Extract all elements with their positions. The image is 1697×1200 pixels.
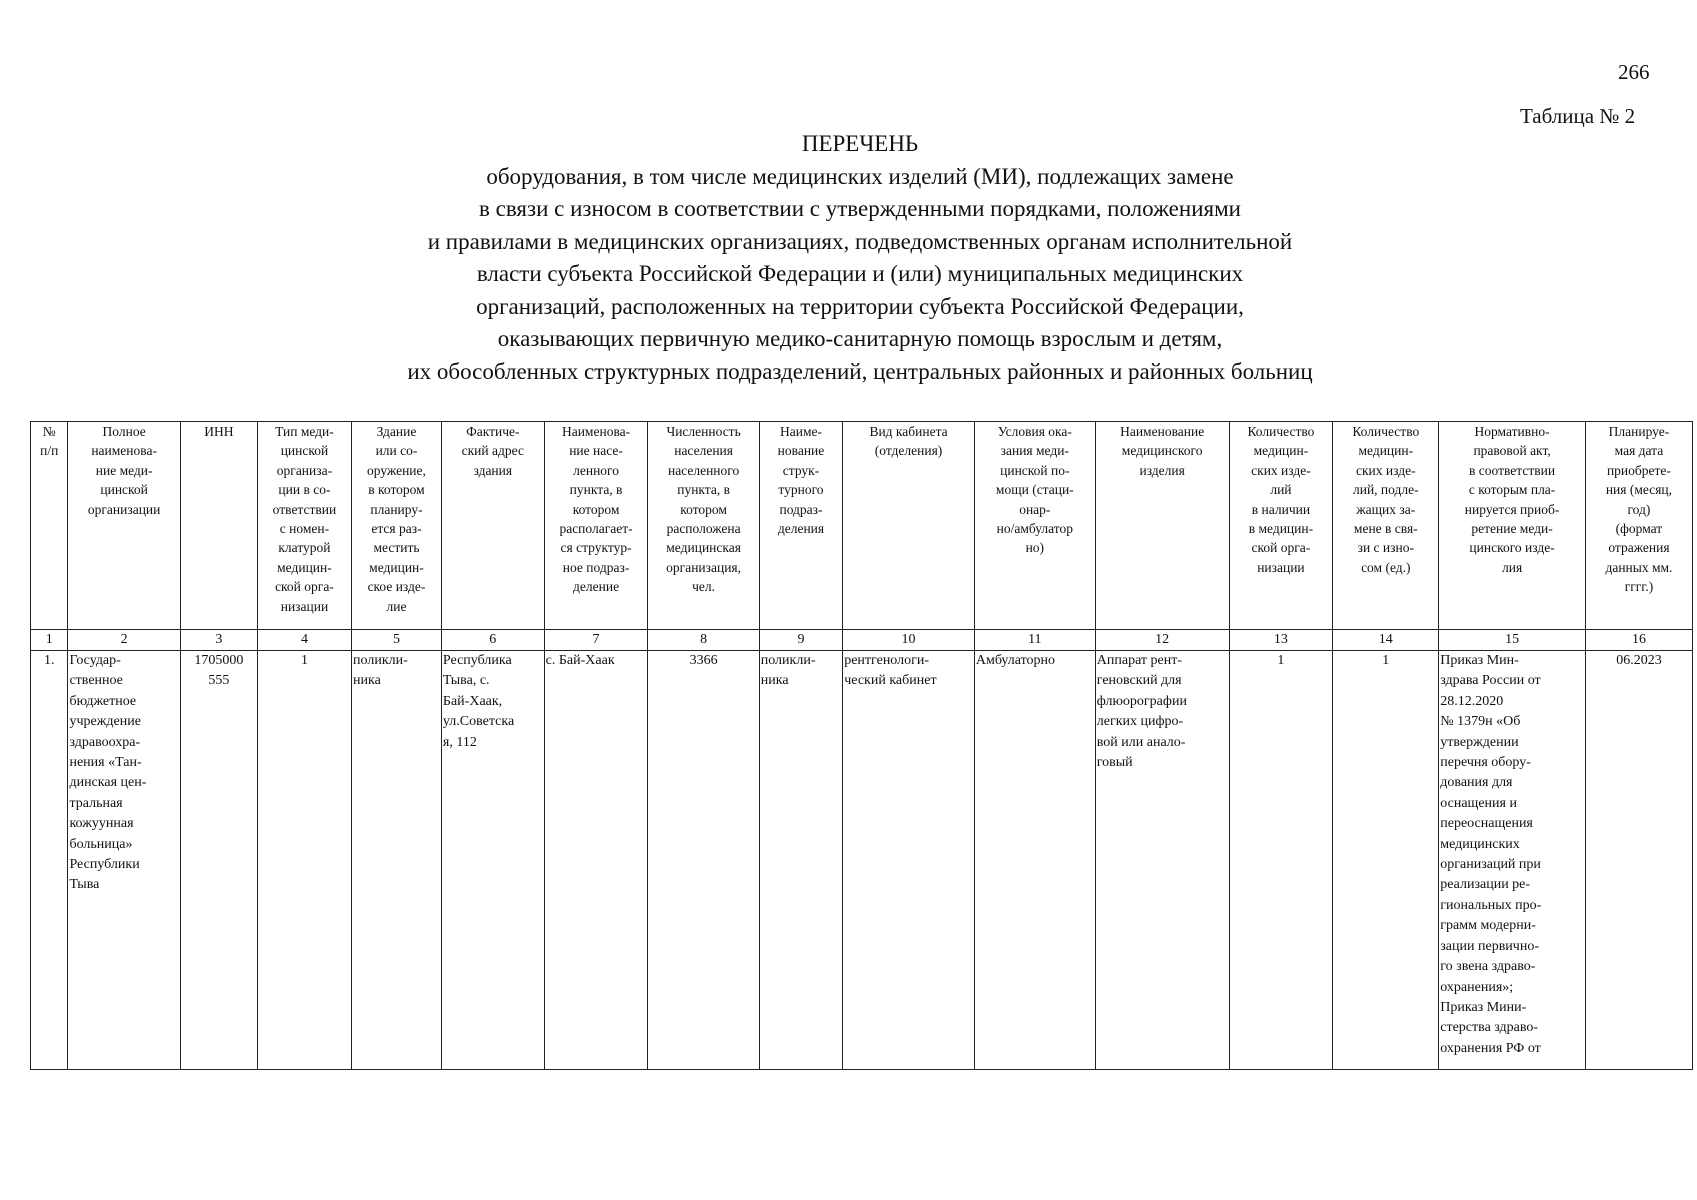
table-label: Таблица № 2 — [1520, 104, 1636, 128]
column-number: 16 — [1585, 630, 1692, 651]
cell-settlement: с. Бай-Хаак — [544, 651, 648, 1070]
column-number: 4 — [257, 630, 351, 651]
cell-device-name: Аппарат рент- геновский для флюорографии легких цифро- вой или анало- говый — [1095, 651, 1229, 1070]
column-number-row — [31, 630, 1693, 651]
subtitle-line: оборудования, в том числе медицинских изделий (МИ), подлежащих замене — [486, 163, 1234, 189]
cell-population: 3366 — [648, 651, 759, 1070]
subtitle-line: организаций, расположенных на территории субъекта Российской Федерации, — [476, 293, 1244, 319]
column-header: Вид кабинета (отделения) — [843, 422, 975, 630]
column-header: Количество медицин- ских изде- лий, подле- жащих за- мене в свя- зи с изно- сом (ед.) — [1333, 422, 1439, 630]
column-number: 3 — [180, 630, 257, 651]
column-number: 8 — [648, 630, 759, 651]
page-number: 266 — [1618, 60, 1650, 84]
column-header: ИНН — [180, 422, 257, 630]
subtitle-line: оказывающих первичную медико-санитарную помощь взрослым и детям, — [497, 326, 1223, 351]
column-header: Наименование медицинского изделия — [1095, 422, 1229, 630]
column-number: 6 — [441, 630, 544, 651]
column-number: 7 — [544, 630, 648, 651]
column-header: Планируе- мая дата приобрете- ния (месяц, год) (формат отражения данных мм. гггг.) — [1585, 422, 1692, 630]
column-header: Условия ока- зания меди- цинской по- мощи (стаци- онар- но/амбулатор но) — [974, 422, 1095, 630]
cell-address: Республика Тыва, с. Бай-Хаак, ул.Советска я, 112 — [441, 651, 544, 1070]
column-number: 15 — [1439, 630, 1586, 651]
cell-row-number: 1. — [31, 651, 68, 1070]
column-number: 14 — [1333, 630, 1439, 651]
column-header: № п/п — [31, 422, 68, 630]
column-number: 2 — [68, 630, 180, 651]
column-header: Количество медицин- ских изде- лий в наличии в медицин- ской орга- низации — [1229, 422, 1333, 630]
column-header: Здание или со- оружение, в котором планиру- ется раз- местить медицин- ское изде- лие — [352, 422, 442, 630]
column-header: Наименова- ние насе- ленного пункта, в котором располагает- ся структур- ное подраз- деление — [544, 422, 648, 630]
cell-building: поликли- ника — [352, 651, 442, 1070]
column-number: 13 — [1229, 630, 1333, 651]
column-number: 11 — [974, 630, 1095, 651]
document-title: ПЕРЕЧЕНЬ — [801, 131, 919, 156]
table-row — [31, 651, 1693, 1070]
document-title-block — [255, 128, 1465, 388]
column-header: Численность населения населенного пункта, в котором расположена медицинская организация, чел. — [648, 422, 759, 630]
column-number: 12 — [1095, 630, 1229, 651]
cell-devices-available: 1 — [1229, 651, 1333, 1070]
cell-structural-unit: поликли- ника — [759, 651, 842, 1070]
subtitle-line: их обособленных структурных подразделений, центральных районных и районных больниц — [407, 358, 1313, 384]
equipment-table — [30, 421, 1693, 1070]
subtitle-line: власти субъекта Российской Федерации и (или) муниципальных медицинских — [476, 261, 1244, 286]
subtitle-line: в связи с износом в соответствии с утвержденными порядками, положениями — [479, 196, 1241, 221]
column-number: 10 — [843, 630, 975, 651]
column-header: Тип меди- цинской организа- ции в со- ответствии с номен- клатурой медицин- ской орга- низации — [257, 422, 351, 630]
column-number: 1 — [31, 630, 68, 651]
column-number: 9 — [759, 630, 842, 651]
column-number: 5 — [352, 630, 442, 651]
cell-organization-type: 1 — [257, 651, 351, 1070]
column-header: Наиме- нование струк- турного подраз- деления — [759, 422, 842, 630]
cell-cabinet-type: рентгенологи- ческий кабинет — [843, 651, 975, 1070]
cell-inn: 1705000 555 — [180, 651, 257, 1070]
table-header-row — [31, 422, 1693, 630]
cell-organization-name: Государ- ственное бюджетное учреждение здравоохра- нения «Тан- динская цен- тральная кожуунная больница» Республики Тыва — [68, 651, 180, 1070]
column-header: Полное наименова- ние меди- цинской организации — [68, 422, 180, 630]
cell-planned-date: 06.2023 — [1585, 651, 1692, 1070]
cell-care-conditions: Амбулаторно — [974, 651, 1095, 1070]
column-header: Нормативно- правовой акт, в соответствии с которым пла- нируется приоб- ретение меди- цинского изде- лия — [1439, 422, 1586, 630]
cell-devices-to-replace: 1 — [1333, 651, 1439, 1070]
column-header: Фактиче- ский адрес здания — [441, 422, 544, 630]
subtitle-line: и правилами в медицинских организациях, подведомственных органам исполнительной — [427, 228, 1293, 254]
cell-regulatory-act: Приказ Мин- здрава России от 28.12.2020 № 1379н «Об утверждении перечня обору- дования для оснащения и переоснащения медицинских организаций при реализации ре- гиональных про- грамм модерни- зации первично- го звена здраво- охранения»; Приказ Мини- стерства здраво- охранения РФ от — [1439, 651, 1586, 1070]
